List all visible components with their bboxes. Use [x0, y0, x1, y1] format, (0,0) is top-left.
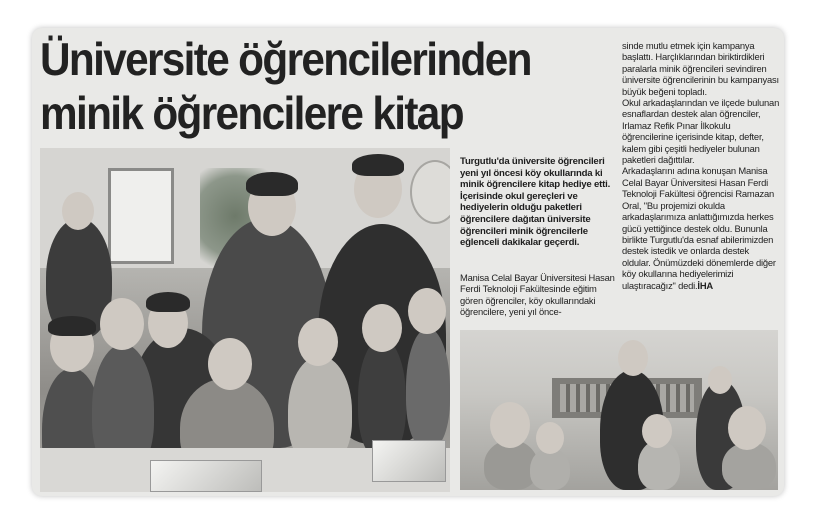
headline	[40, 32, 592, 140]
photo-teacher-head	[62, 192, 94, 230]
photo-man-3-hair	[146, 292, 190, 312]
body-col2-paragraph-3	[622, 165, 780, 290]
photo2-child-4-head	[728, 406, 766, 450]
photo-gift-bag-1	[150, 460, 262, 492]
main-photo	[40, 148, 450, 492]
photo2-child-2-head	[536, 422, 564, 454]
photo-child-1-hair	[48, 316, 96, 336]
photo-child-2-head	[100, 298, 144, 350]
headline-line-2: minik öğrencilere kitap	[40, 87, 463, 139]
photo-child-5-head	[362, 304, 402, 352]
body-col1-text: Manisa Celal Bayar Üniversitesi Hasan Ferdi Teknoloji Fakültesinde eğitim gören öğrenciler, köy okullarındaki öğrencilere, yeni yıl önce-	[460, 272, 615, 318]
photo2-child-2	[530, 448, 570, 490]
photo-child-6-head	[408, 288, 446, 334]
photo2-adult-2-head	[708, 366, 732, 394]
body-col2-paragraph-3-text: Arkadaşlarını adına konuşan Manisa Celal Bayar Üniversitesi Hasan Ferdi Teknoloji Fakültesi öğrencisi Ramazan Oral, "Bu projemizi okulda arkadaşlarımıza anlattığımızda herkes gücü yettiğince destek oldu. Bununla birlikte Turgutlu'da esnaf abilerimizden destek istedik ve onlarda destek oldular. Önümüzdeki dönemlerde diğer köy okullarına hediyelerimizi ulaştıracağız" dedi.	[622, 165, 776, 291]
body-col2-paragraph-1: sinde mutlu etmek için kampanya başlattı. Harçlıklarından biriktirdikleri paralarla minik öğrencileri sevindiren üniversite öğrencilerinin bu kampanyası büyük beğeni topladı.	[622, 40, 779, 97]
photo2-adult-1-head	[618, 340, 648, 376]
photo2-child-1-head	[490, 402, 530, 448]
photo2-child-3-head	[642, 414, 672, 448]
article-deck	[460, 156, 618, 249]
photo-window	[108, 168, 174, 264]
article-body-column-1	[460, 272, 618, 318]
photo-man-2-hair	[352, 154, 404, 176]
photo-child-6	[406, 328, 450, 448]
deck-text: Turgutlu'da üniversite öğrencileri yeni yıl öncesi köy okullarında ki minik öğrencilere kitap hediye etti. İçerisinde okul gereçleri ve hediyelerin olduğu paketleri öğrencilere dağıtan üniversite öğrencileri minik öğrencilerle eğlenceli dakikalar geçerdi.	[460, 156, 611, 249]
photo-child-4-head	[298, 318, 338, 366]
body-col2-paragraph-2: Okul arkadaşlarından ve ilçede bulunan esnaflardan destek alan öğrenciler, Irlamaz Refik Pınar İlkokulu öğrencilerine içerisinde kitap, defter, kalem gibi çeşitli hediyeler bulunan paketleri dağıttılar.	[622, 97, 780, 166]
agency-credit: İHA	[697, 279, 713, 291]
secondary-photo	[460, 330, 778, 490]
photo-man-1-hair	[246, 172, 298, 196]
newspaper-clipping	[32, 28, 784, 496]
article-body-column-2	[622, 40, 780, 291]
photo-gift-bag-2	[372, 440, 446, 482]
headline-line-1: Üniversite öğrencilerinden	[40, 33, 531, 85]
photo-child-3-head	[208, 338, 252, 390]
